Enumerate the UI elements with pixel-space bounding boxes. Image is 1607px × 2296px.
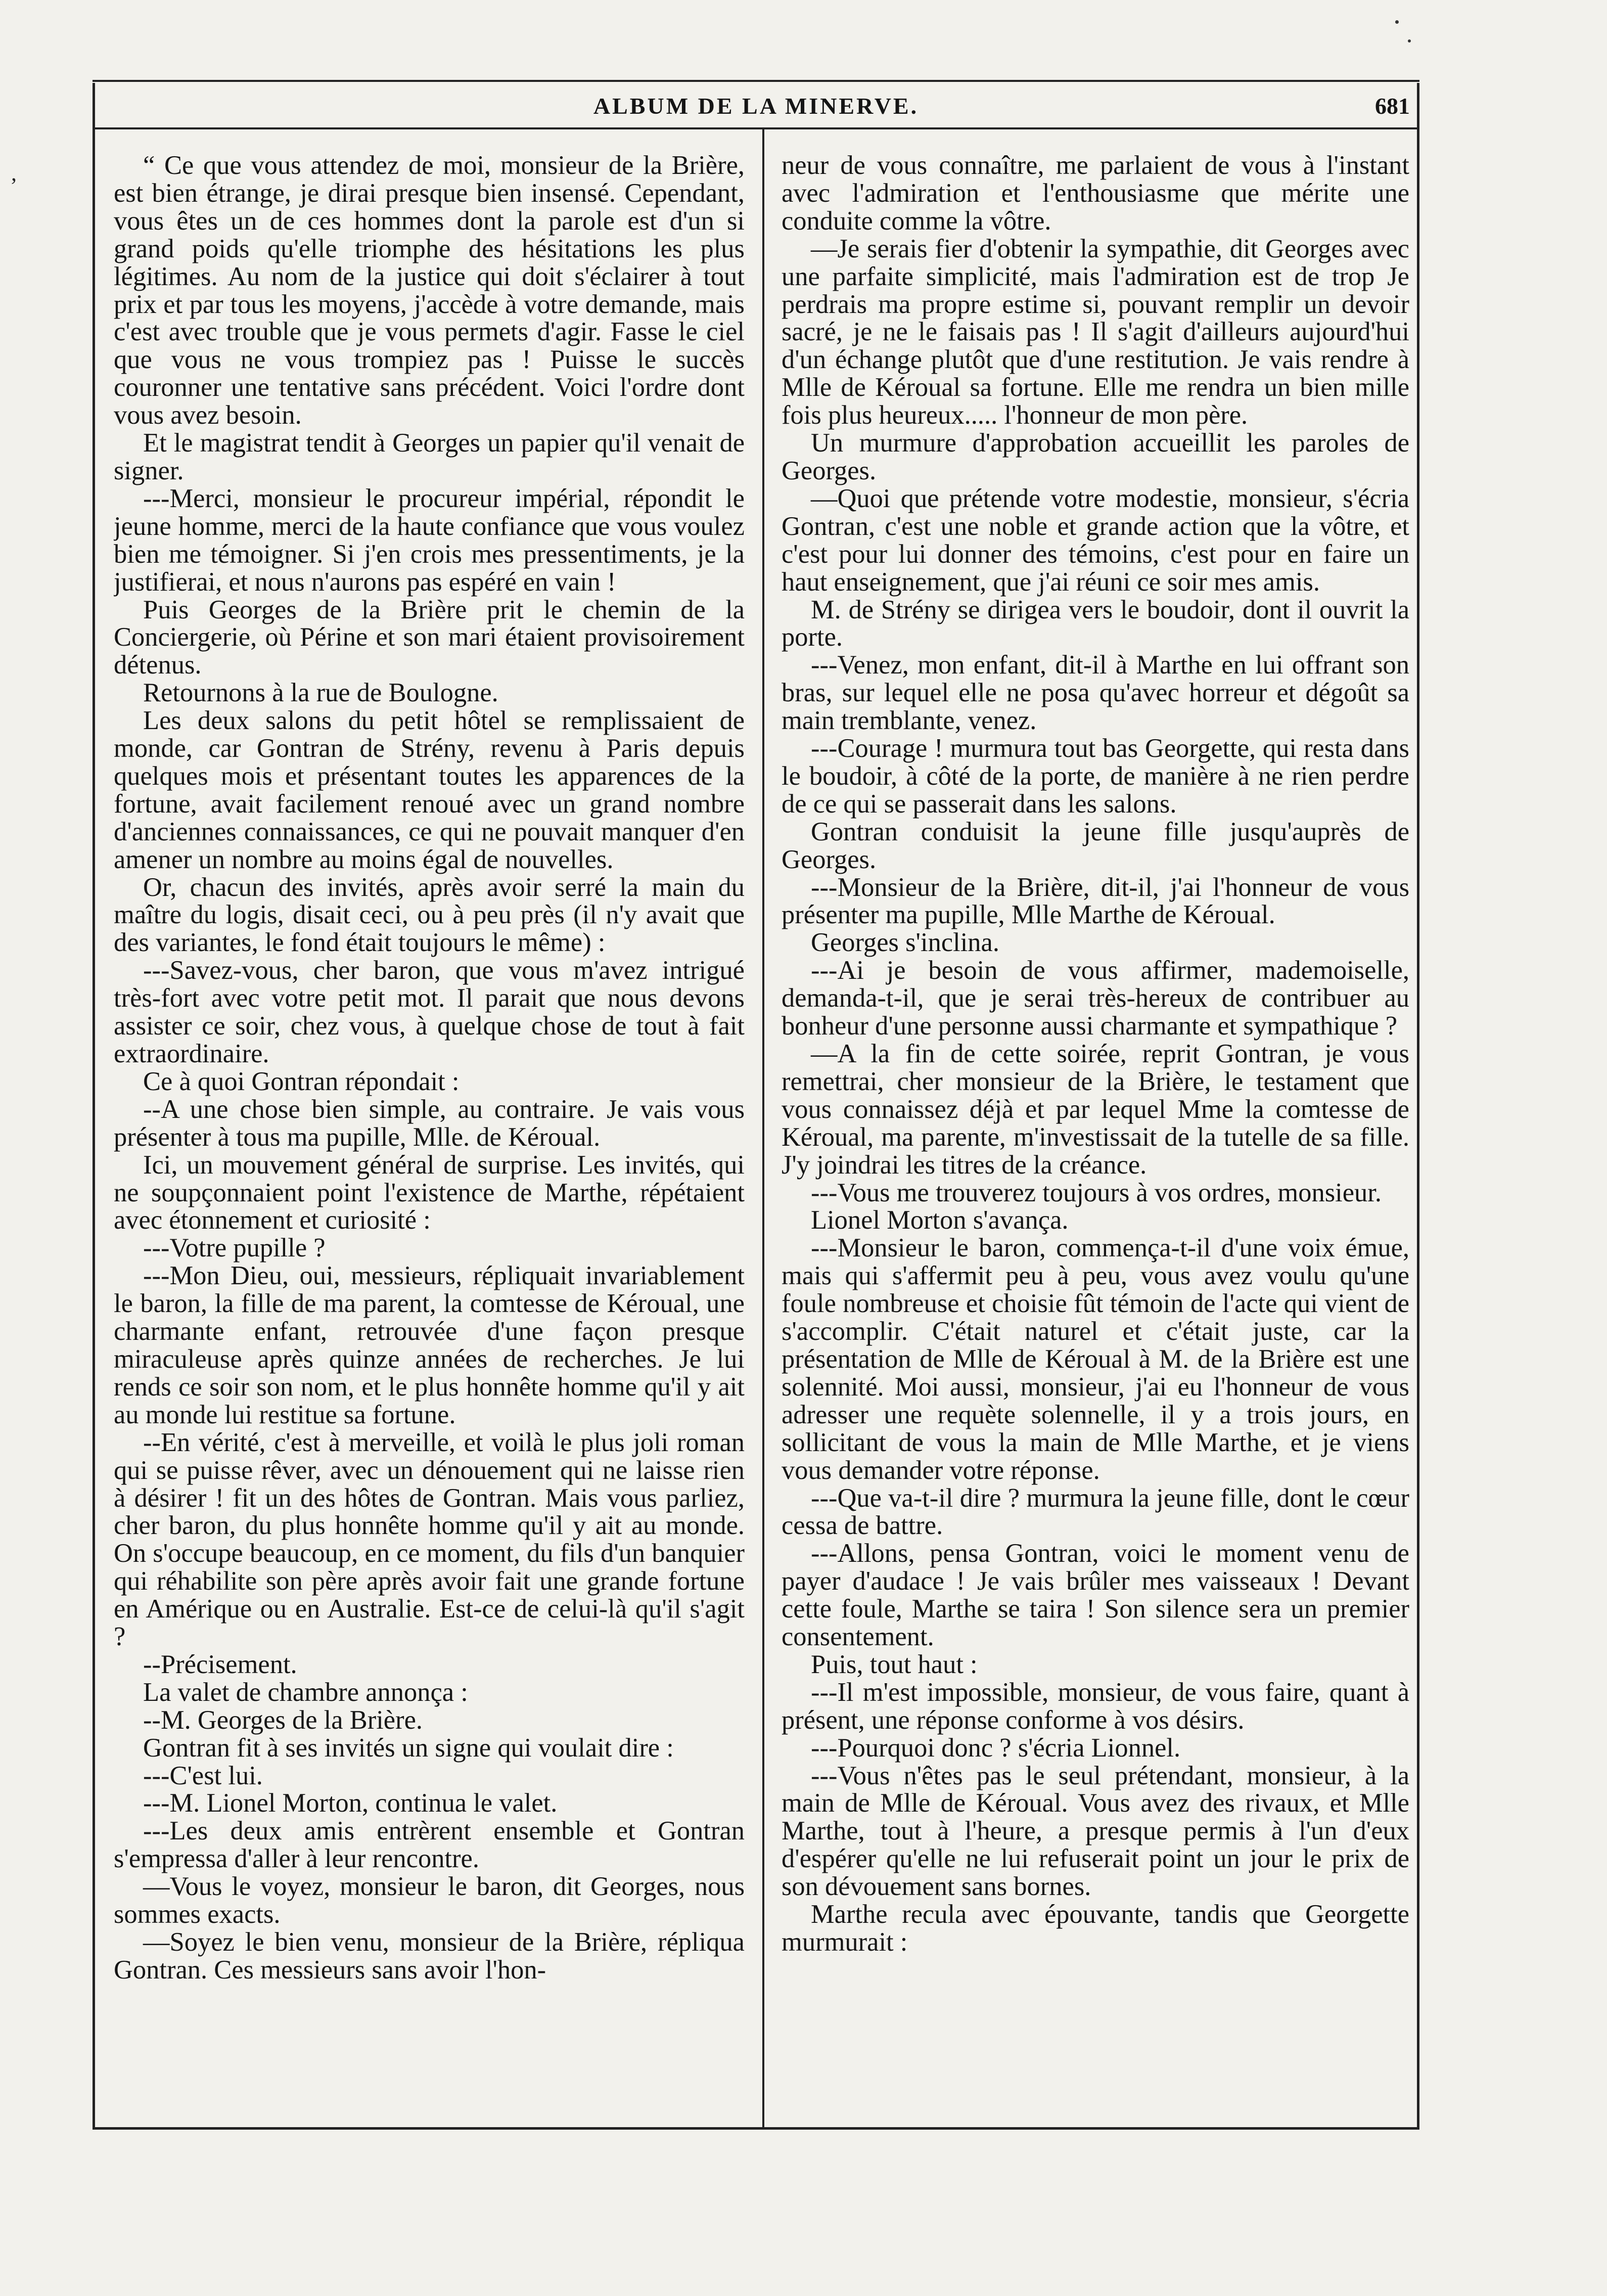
paragraph: ---Il m'est impossible, monsieur, de vous faire, quant à présent, une réponse conforme à vos désirs. xyxy=(782,1677,1409,1735)
paragraph: Or, chacun des invités, après avoir serré la main du maître du logis, disait ceci, ou à peu près (il n'y avait que des variantes, le fond était toujours le même) : xyxy=(114,872,745,958)
running-head-title: ALBUM DE LA MINERVE. xyxy=(593,93,919,119)
paragraph: ---Vous n'êtes pas le seul prétendant, monsieur, à la main de Mlle de Kéroual. Vous avez des rivaux, et Mlle Marthe, tout à l'heure, a presque permis à l'un d'eux d'espérer qu'elle ne lui refuserait point un jour le prix de son dévouement sans bornes. xyxy=(782,1761,1409,1902)
paragraph: Georges s'inclina. xyxy=(811,928,999,958)
paragraph: Puis Georges de la Brière prit le chemin de la Conciergerie, où Périne et son mari étaient provisoirement détenus. xyxy=(114,595,745,680)
paragraph: ---Les deux amis entrèrent ensemble et Gontran s'empressa d'aller à leur rencontre. xyxy=(114,1816,745,1874)
paragraph: —Je serais fier d'obtenir la sympathie, dit Georges avec une parfaite simplicité, mais l'admiration est de trop Je perdrais ma propre estime si, pouvant remplir un devoir sacré, je ne le faisais pas ! Il s'agit d'ailleurs aujourd'hui d'un échange plutôt que d'une restitution. Je vais rendre à Mlle de Kéroual sa fortune. Elle me rendra un bien mille fois plus heureux..... l'honneur de mon père. xyxy=(782,234,1409,430)
paragraph: M. de Strény se dirigea vers le boudoir, dont il ouvrit la porte. xyxy=(782,595,1409,652)
paragraph: ---Monsieur de la Brière, dit-il, j'ai l'honneur de vous présenter ma pupille, Mlle Marthe de Kéroual. xyxy=(782,872,1409,930)
paragraph: La valet de chambre annonça : xyxy=(143,1677,468,1707)
text-column-left xyxy=(114,152,745,2124)
paragraph: —Quoi que prétende votre modestie, monsieur, s'écria Gontran, c'est une noble et grande action que la vôtre, et c'est pour lui donner des témoins, c'est pour en faire un haut enseignement, que j'ai réuni ce soir mes amis. xyxy=(782,483,1409,597)
paragraph: ---Merci, monsieur le procureur impérial, répondit le jeune homme, merci de la haute confiance que vous voulez bien me témoigner. Si j'en crois mes pressentiments, je la justifierai, et nous n'aurons pas espéré en vain ! xyxy=(114,483,745,597)
column-divider xyxy=(762,129,764,2130)
paragraph: Puis, tout haut : xyxy=(811,1649,978,1679)
paragraph: --M. Georges de la Brière. xyxy=(143,1705,423,1735)
paragraph: ---Pourquoi donc ? s'écria Lionnel. xyxy=(811,1733,1181,1763)
paragraph: Gontran conduisit la jeune fille jusqu'auprès de Georges. xyxy=(782,817,1409,874)
paragraph: ---M. Lionel Morton, continua le valet. xyxy=(143,1788,558,1818)
page-number: 681 xyxy=(1375,93,1410,119)
paragraph: ---Que va-t-il dire ? murmura la jeune fille, dont le cœur cessa de battre. xyxy=(782,1483,1409,1541)
paragraph: —Vous le voyez, monsieur le baron, dit Georges, nous sommes exacts. xyxy=(114,1872,745,1929)
margin-mark: , xyxy=(11,161,17,186)
paragraph: Les deux salons du petit hôtel se remplissaient de monde, car Gontran de Strény, revenu à Paris depuis quelques mois et présentant toutes les apparences de la fortune, avait facilement renoué avec un grand nombre d'anciennes connaissances, ce qui ne pouvait manquer d'en amener un nombre au moins égal de nouvelles. xyxy=(114,706,745,874)
paragraph: ---Mon Dieu, oui, messieurs, répliquait invariablement le baron, la fille de ma parent, la comtesse de Kéroual, une charmante enfant, retrouvée d'une façon presque miraculeuse après quinze années de recherches. Je lui rends ce soir son nom, et le plus honnête homme qu'il y ait au monde lui restitue sa fortune. xyxy=(114,1261,745,1429)
paragraph: neur de vous connaître, me parlaient de vous à l'instant avec l'admiration et l'enthousiasme que mérite une conduite comme la vôtre. xyxy=(782,152,1409,236)
paragraph: ---Vous me trouverez toujours à vos ordres, monsieur. xyxy=(811,1178,1382,1207)
paragraph: Marthe recula avec épouvante, tandis que Georgette murmurait : xyxy=(782,1900,1409,1957)
paragraph: --A une chose bien simple, au contraire. Je vais vous présenter à tous ma pupille, Mlle. de Kéroual. xyxy=(114,1094,745,1152)
paragraph: ---Courage ! murmura tout bas Georgette, qui resta dans le boudoir, à côté de la porte, de manière à ne rien perdre de ce qui se passerait dans les salons. xyxy=(782,734,1409,819)
paragraph: Gontran fit à ses invités un signe qui voulait dire : xyxy=(143,1733,674,1763)
paragraph: ---Allons, pensa Gontran, voici le moment venu de payer d'audace ! Je vais brûler mes vaisseaux ! Devant cette foule, Marthe se taira ! Son silence sera un premier consentement. xyxy=(782,1539,1409,1652)
paragraph: Lionel Morton s'avança. xyxy=(811,1205,1069,1235)
paragraph: --Précisement. xyxy=(143,1649,297,1679)
paragraph: Et le magistrat tendit à Georges un papier qu'il venait de signer. xyxy=(114,428,745,485)
paragraph: Un murmure d'approbation accueillit les paroles de Georges. xyxy=(782,428,1409,485)
paragraph: Ce à quoi Gontran répondait : xyxy=(143,1066,460,1096)
ink-speck xyxy=(1408,39,1411,42)
text-column-right xyxy=(782,152,1409,2124)
paragraph: ---Venez, mon enfant, dit-il à Marthe en lui offrant son bras, sur lequel elle ne posa qu'avec horreur et dégoût sa main tremblante, venez. xyxy=(782,650,1409,736)
header-top-rule xyxy=(93,80,1419,82)
paragraph: ---Votre pupille ? xyxy=(143,1233,326,1263)
paragraph: --En vérité, c'est à merveille, et voilà le plus joli roman qui se puisse rêver, avec un dénouement qui ne laisse rien à désirer ! fit un des hôtes de Gontran. Mais vous parliez, cher baron, du plus honnête homme qu'il y ait au monde. On s'occupe beaucoup, en ce moment, du fils d'un banquier qui réhabilite son père après avoir fait une grande fortune en Amérique ou en Australie. Est-ce de celui-là qu'il s'agit ? xyxy=(114,1427,745,1652)
paragraph: ---Ai je besoin de vous affirmer, mademoiselle, demanda-t-il, que je serai très-hereux de contribuer au bonheur d'une personne aussi charmante et sympathique ? xyxy=(782,956,1409,1041)
paragraph: ---C'est lui. xyxy=(143,1761,263,1790)
paragraph: ---Monsieur le baron, commença-t-il d'une voix émue, mais qui s'affermit peu à peu, vous avez voulu qu'une foule nombreuse et choisie fût témoin de l'acte qui vient de s'accomplir. C'était naturel et c'était juste, car la présentation de Mlle de Kéroual à M. de la Brière est une solennité. Moi aussi, monsieur, j'ai eu l'honneur de vous adresser une requète solennelle, il y a trois jours, en sollicitant de vous la main de Mlle Marthe, et je viens vous demander votre réponse. xyxy=(782,1233,1409,1485)
ink-speck xyxy=(1395,20,1399,24)
paragraph: —Soyez le bien venu, monsieur de la Brière, répliqua Gontran. Ces messieurs sans avoir l'hon- xyxy=(114,1927,745,1985)
paragraph: Retournons à la rue de Boulogne. xyxy=(143,678,498,708)
paragraph: Ici, un mouvement général de surprise. Les invités, qui ne soupçonnaient point l'existence de Marthe, répétaient avec étonnement et curiosité : xyxy=(114,1150,745,1235)
paragraph: ---Savez-vous, cher baron, que vous m'avez intrigué très-fort avec votre petit mot. Il parait que nous devons assister ce soir, chez vous, à quelque chose de tout à fait extraordinaire. xyxy=(114,956,745,1068)
paragraph: “ Ce que vous attendez de moi, monsieur de la Brière, est bien étrange, je dirai presque bien insensé. Cependant, vous êtes un de ces hommes dont la parole est d'un si grand poids qu'elle triomphe des hésitations les plus légitimes. Au nom de la justice qui doit s'éclairer à tout prix et par tous les moyens, j'accède à votre demande, mais c'est avec trouble que je vous permets d'agir. Fasse le ciel que vous ne vous trompiez pas ! Puisse le succès couronner une tentative sans précédent. Voici l'ordre dont vous avez besoin. xyxy=(114,152,745,430)
paragraph: —A la fin de cette soirée, reprit Gontran, je vous remettrai, cher monsieur de la Brière, le testament que vous connaissez déjà et par lequel Mme la comtesse de Kéroual, ma parente, m'investissait de la tutelle de sa fille. J'y joindrai les titres de la créance. xyxy=(782,1039,1409,1180)
